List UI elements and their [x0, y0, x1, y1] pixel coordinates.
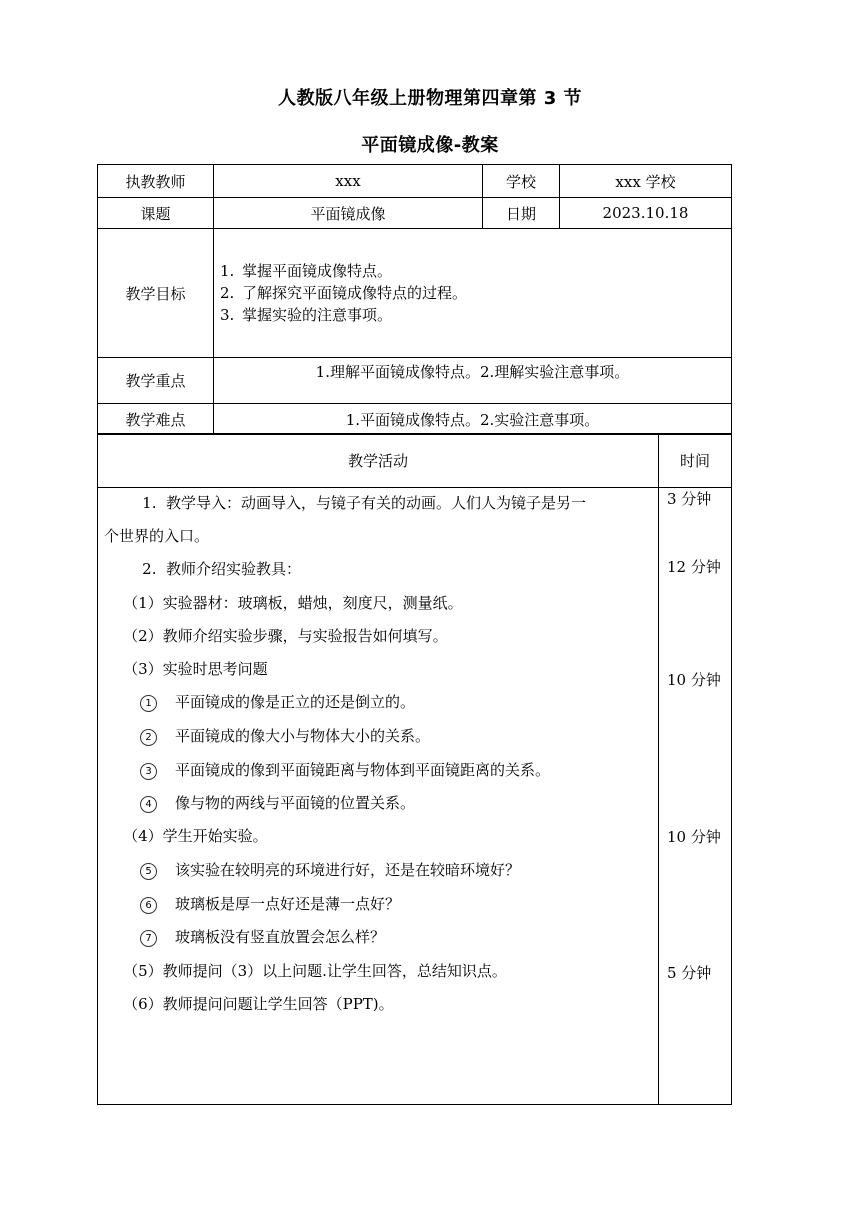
activity-text: （4）学生开始实验。: [104, 827, 268, 845]
activity-text: （5）教师提问（3）以上问题.让学生回答，总结知识点。: [104, 962, 507, 980]
goal-text: 掌握平面镜成像特点。: [242, 262, 393, 280]
goal-item: [220, 282, 731, 304]
time-entry: 10 分钟: [667, 671, 721, 689]
topic-label: 课题: [98, 198, 214, 229]
activity-text: 平面镜成的像到平面镜距离与物体到平面镜距离的关系。: [175, 761, 551, 779]
activity-text: （2）教师介绍实验步骤，与实验报告如何填写。: [104, 627, 448, 645]
activity-line: [104, 960, 507, 981]
activity-line: [104, 492, 586, 513]
circled-number: 1: [140, 695, 157, 712]
difficulty-value: 1.平面镜成像特点。2.实验注意事项。: [214, 404, 732, 435]
document-subtitle: 平面镜成像-教案: [361, 135, 499, 156]
time-entry: 12 分钟: [667, 558, 721, 576]
activity-text: 个世界的入口。: [104, 527, 210, 545]
key-points-label: 教学重点: [98, 358, 214, 404]
goal-number: 3.: [220, 306, 235, 324]
topic-value: 平面镜成像: [214, 198, 483, 229]
school-value: xxx 学校: [560, 165, 732, 198]
activity-text: 该实验在较明亮的环境进行好，还是在较暗环境好？: [175, 861, 521, 879]
activity-lines: [98, 488, 658, 1104]
document-title: 人教版八年级上册物理第四章第 3 节: [277, 88, 583, 109]
goals-list: [214, 260, 731, 326]
lesson-info-table: [97, 164, 732, 435]
time-entry: 5 分钟: [667, 964, 712, 982]
time-entry: 10 分钟: [667, 828, 721, 846]
difficulty-label: 教学难点: [98, 404, 214, 435]
circled-number: 4: [140, 796, 157, 813]
activity-table: [97, 433, 732, 1105]
activity-line: [104, 725, 430, 746]
activity-line: [104, 558, 301, 579]
activity-text: 玻璃板没有竖直放置会怎么样？: [175, 928, 386, 946]
goal-number: 1.: [220, 262, 235, 280]
activity-text: 像与物的两线与平面镜的位置关系。: [175, 794, 416, 812]
activity-line: [104, 993, 394, 1014]
time-header: 时间: [659, 434, 732, 488]
activity-line: [104, 859, 520, 880]
key-points-value: 1.理解平面镜成像特点。2.理解实验注意事项。: [214, 358, 732, 404]
activity-header: 教学活动: [98, 434, 659, 488]
circled-number: 7: [140, 930, 157, 947]
circled-number: 5: [140, 863, 157, 880]
activity-text: 玻璃板是厚一点好还是薄一点好？: [175, 895, 401, 913]
goal-text: 掌握实验的注意事项。: [242, 306, 393, 324]
date-label: 日期: [483, 198, 560, 229]
activity-text: （1）实验器材：玻璃板，蜡烛，刻度尺，测量纸。: [104, 594, 463, 612]
activity-text: 2. 教师介绍实验教具：: [104, 560, 301, 578]
activity-text: 1. 教学导入：动画导入，与镜子有关的动画。人们人为镜子是另一: [104, 494, 586, 512]
time-entry: 3 分钟: [667, 490, 712, 508]
school-label: 学校: [483, 165, 560, 198]
goal-number: 2.: [220, 284, 235, 302]
activity-text: 平面镜成的像是正立的还是倒立的。: [175, 693, 416, 711]
activity-line: [104, 592, 463, 613]
teacher-label: 执教教师: [98, 165, 214, 198]
activity-line: [104, 525, 209, 546]
goal-item: [220, 260, 731, 282]
date-value: 2023.10.18: [560, 198, 732, 229]
activity-line: [104, 658, 268, 679]
goals-cell: [214, 229, 732, 358]
time-column: [659, 488, 731, 1104]
goal-item: [220, 304, 731, 326]
activity-line: [104, 926, 385, 947]
activity-text: 平面镜成的像大小与物体大小的关系。: [175, 727, 431, 745]
goal-text: 了解探究平面镜成像特点的过程。: [242, 284, 468, 302]
activity-line: [104, 625, 448, 646]
circled-number: 2: [140, 729, 157, 746]
activity-line: [104, 893, 400, 914]
activity-line: [104, 759, 550, 780]
circled-number: 3: [140, 763, 157, 780]
activity-line: [104, 691, 415, 712]
goals-label: 教学目标: [98, 229, 214, 358]
activity-text: （3）实验时思考问题: [104, 660, 268, 678]
teacher-value: xxx: [214, 165, 483, 198]
activity-line: [104, 825, 268, 846]
activity-text: （6）教师提问问题让学生回答（PPT)。: [104, 995, 394, 1013]
circled-number: 6: [140, 897, 157, 914]
activity-line: [104, 792, 415, 813]
